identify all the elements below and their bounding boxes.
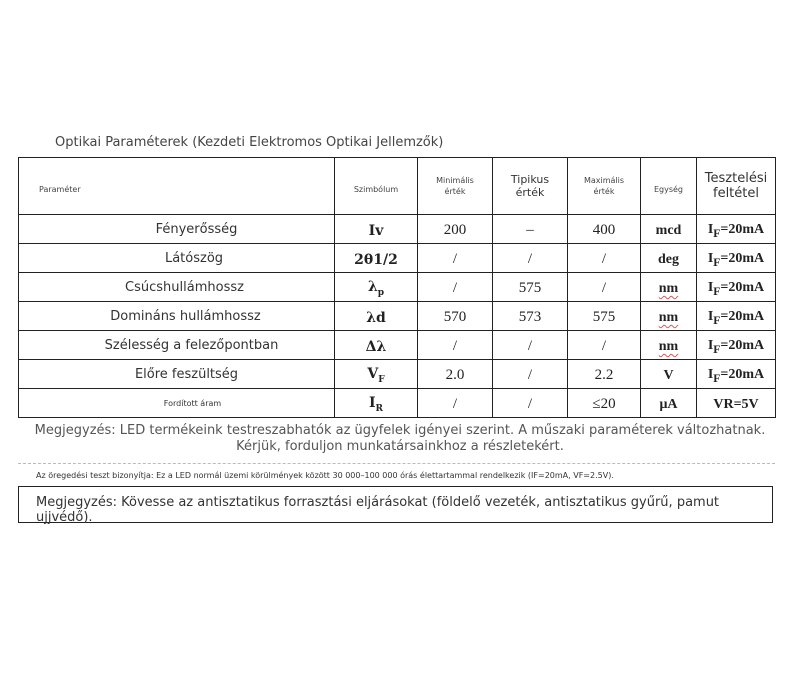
param-min xyxy=(418,302,493,331)
symbol-subscript: p xyxy=(377,287,385,298)
min-value: / xyxy=(452,251,458,267)
param-condition xyxy=(697,215,776,244)
symbol-text xyxy=(369,223,384,239)
unit-value: μA xyxy=(659,397,678,412)
header-unit: Egység xyxy=(641,158,697,215)
param-typ xyxy=(493,389,568,418)
header-condition: Tesztelési feltétel xyxy=(697,158,776,215)
condition-subscript: F xyxy=(713,371,721,385)
unit-value: mcd xyxy=(655,223,682,238)
param-condition xyxy=(697,273,776,302)
param-max xyxy=(568,331,641,360)
condition-rest: =20mA xyxy=(720,338,765,354)
condition-subscript: F xyxy=(713,226,721,240)
condition-rest: =20mA xyxy=(720,251,765,267)
antistatic-note-box xyxy=(18,486,773,523)
symbol-subscript: R xyxy=(375,403,384,414)
max-value: / xyxy=(601,251,607,267)
symbol-text xyxy=(366,310,386,326)
condition-text xyxy=(707,251,765,269)
header-parameter: Paraméter xyxy=(19,158,335,215)
param-min xyxy=(418,360,493,389)
header-max: Maximális érték xyxy=(568,158,641,215)
divider xyxy=(18,463,775,464)
condition-main: I xyxy=(707,367,714,383)
param-max xyxy=(568,360,641,389)
condition-rest: =20mA xyxy=(720,309,765,325)
param-name: Domináns hullámhossz xyxy=(19,302,335,331)
symbol-main: V xyxy=(367,366,379,383)
condition-main: I xyxy=(707,222,714,238)
condition-main: I xyxy=(707,338,714,354)
param-typ xyxy=(493,302,568,331)
condition-main: I xyxy=(707,280,714,296)
table-row xyxy=(19,360,776,389)
condition-subscript: F xyxy=(713,284,721,298)
aging-test-note: Az öregedési teszt bizonyítja: Ez a LED normál üzemi körülmények között 30 000–100 000 órás élettartammal rendelkezik (IF=20mA, VF=2.5V). xyxy=(36,471,614,480)
unit-value: nm xyxy=(658,339,679,354)
min-value: / xyxy=(452,338,458,354)
min-value: / xyxy=(452,396,458,412)
header-typ: Tipikus érték xyxy=(493,158,568,215)
header-min: Minimális érték xyxy=(418,158,493,215)
param-typ xyxy=(493,331,568,360)
min-value: 200 xyxy=(443,222,467,238)
condition-text xyxy=(707,280,765,298)
condition-rest: =20mA xyxy=(720,367,765,383)
header-row xyxy=(19,158,776,215)
min-value: / xyxy=(452,280,458,296)
param-condition xyxy=(697,389,776,418)
condition-rest: =20mA xyxy=(720,222,765,238)
symbol-text xyxy=(367,279,385,298)
typ-value: / xyxy=(527,251,533,267)
typ-value: – xyxy=(526,222,534,238)
param-symbol xyxy=(335,389,418,418)
typ-value: / xyxy=(527,338,533,354)
symbol-main: 2θ1/2 xyxy=(354,251,398,268)
table-title: Optikai Paraméterek (Kezdeti Elektromos Optikai Jellemzők) xyxy=(55,135,444,150)
condition-text xyxy=(707,222,765,240)
symbol-main: Δλ xyxy=(365,338,387,355)
param-name: Látószög xyxy=(19,244,335,273)
param-name: Csúcshullámhossz xyxy=(19,273,335,302)
param-condition xyxy=(697,360,776,389)
typ-value: 575 xyxy=(518,280,542,296)
param-max xyxy=(568,302,641,331)
condition-text xyxy=(707,338,765,356)
typ-value: 573 xyxy=(518,309,542,325)
min-value: 2.0 xyxy=(445,367,465,383)
param-unit xyxy=(641,360,697,389)
table-row xyxy=(19,331,776,360)
table-row xyxy=(19,302,776,331)
param-unit xyxy=(641,389,697,418)
antistatic-note: Megjegyzés: Kövesse az antisztatikus forrasztási eljárásokat (földelő vezeték, antisztatikus gyűrű, pamut ujjvédő). xyxy=(36,495,720,525)
typ-value: / xyxy=(527,396,533,412)
param-typ xyxy=(493,273,568,302)
param-symbol xyxy=(335,215,418,244)
unit-value: nm xyxy=(658,281,679,296)
param-name: Fordított áram xyxy=(19,389,335,418)
condition-text xyxy=(713,397,758,412)
symbol-subscript: F xyxy=(378,374,385,385)
param-max xyxy=(568,273,641,302)
param-unit xyxy=(641,273,697,302)
condition-rest: =20mA xyxy=(720,280,765,296)
param-min xyxy=(418,244,493,273)
symbol-text xyxy=(368,395,384,414)
param-typ xyxy=(493,244,568,273)
param-condition xyxy=(697,244,776,273)
max-value: 575 xyxy=(592,309,616,325)
symbol-main: λ xyxy=(367,279,378,296)
param-min xyxy=(418,389,493,418)
param-max xyxy=(568,215,641,244)
param-symbol xyxy=(335,331,418,360)
max-value: 400 xyxy=(592,222,616,238)
max-value: / xyxy=(601,338,607,354)
symbol-main: I xyxy=(368,395,376,412)
typ-value: / xyxy=(527,367,533,383)
condition-text xyxy=(707,309,765,327)
max-value: ≤20 xyxy=(592,396,616,412)
param-name: Fényerősség xyxy=(19,215,335,244)
param-unit xyxy=(641,215,697,244)
unit-value: nm xyxy=(658,310,679,325)
table-row xyxy=(19,244,776,273)
header-symbol: Szimbólum xyxy=(335,158,418,215)
table-row xyxy=(19,273,776,302)
table-row xyxy=(19,215,776,244)
param-typ xyxy=(493,215,568,244)
param-symbol xyxy=(335,360,418,389)
customization-note: Megjegyzés: LED termékeink testreszabhatók az ügyfelek igényei szerint. A műszaki paraméterek változhatnak. Kérjük, forduljon munkatársainkhoz a részletekért. xyxy=(34,423,766,454)
symbol-text xyxy=(354,252,398,268)
optical-parameters-table xyxy=(18,157,776,418)
param-condition xyxy=(697,302,776,331)
param-max xyxy=(568,244,641,273)
condition-main: I xyxy=(707,251,714,267)
symbol-main: λd xyxy=(366,309,386,326)
param-name: Szélesség a felezőpontban xyxy=(19,331,335,360)
condition-subscript: F xyxy=(713,313,721,327)
param-min xyxy=(418,215,493,244)
param-typ xyxy=(493,360,568,389)
param-symbol xyxy=(335,302,418,331)
param-max xyxy=(568,389,641,418)
param-condition xyxy=(697,331,776,360)
table-row xyxy=(19,389,776,418)
param-name: Előre feszültség xyxy=(19,360,335,389)
param-unit xyxy=(641,244,697,273)
param-unit xyxy=(641,302,697,331)
symbol-main: Iv xyxy=(368,222,384,239)
condition-text xyxy=(707,367,765,385)
param-unit xyxy=(641,331,697,360)
param-symbol xyxy=(335,244,418,273)
condition-main: I xyxy=(707,309,714,325)
symbol-text xyxy=(366,339,387,355)
unit-value: V xyxy=(663,368,674,383)
symbol-text xyxy=(367,366,385,385)
condition-subscript: F xyxy=(713,255,721,269)
param-min xyxy=(418,331,493,360)
param-min xyxy=(418,273,493,302)
condition-subscript: F xyxy=(713,342,721,356)
condition-main: VR=5V xyxy=(713,397,759,412)
param-symbol xyxy=(335,273,418,302)
unit-value: deg xyxy=(658,252,679,267)
min-value: 570 xyxy=(443,309,467,325)
max-value: 2.2 xyxy=(594,367,614,383)
max-value: / xyxy=(601,280,607,296)
